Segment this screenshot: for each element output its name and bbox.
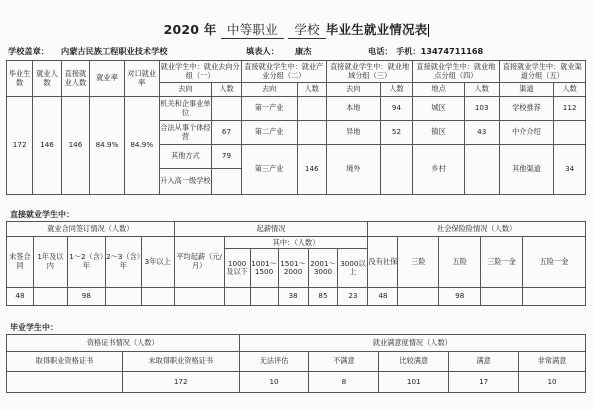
g4-col-people: 人数	[464, 83, 499, 97]
v-i-3[interactable]	[398, 287, 439, 305]
title-level[interactable]: 中等职业	[221, 20, 284, 39]
v-c-3[interactable]	[105, 287, 141, 305]
school-label: 学校盖章：	[8, 46, 49, 56]
g1-title: 就业学生中：就业去向分组（一）	[159, 61, 241, 83]
salary-title: 起薪情况	[174, 222, 368, 237]
g3-row-val[interactable]: 52	[380, 121, 413, 145]
g3-row-val[interactable]: 94	[380, 97, 413, 121]
h-direct: 直接就业人数	[61, 61, 89, 97]
g1-row-val[interactable]	[212, 169, 241, 195]
text-cursor	[428, 24, 429, 37]
h-s4: 2001～3000	[308, 249, 338, 287]
h-sat-na: 无法评估	[239, 352, 309, 372]
g1-row-name: 升入高一级学校	[159, 169, 212, 195]
g1-row-name: 其他方式	[159, 145, 212, 169]
g2-row-val[interactable]	[297, 121, 326, 145]
g5-title: 直接就业学生中：就业渠道分组（五）	[499, 61, 585, 83]
g5-row-val[interactable]: 112	[554, 97, 586, 121]
v-i-5[interactable]: 98	[439, 287, 481, 305]
h-rate: 就业率	[90, 61, 125, 97]
v-i-none[interactable]: 48	[368, 287, 398, 305]
g4-row-val[interactable]: 43	[464, 121, 499, 145]
h-graduates: 毕业生数	[7, 61, 33, 97]
g2-row-name: 第二产业	[241, 121, 297, 145]
g1-row-val[interactable]: 79	[212, 145, 241, 169]
phone-label: 电话：	[368, 46, 393, 56]
cert-title: 资格证书情况（人数）	[7, 335, 240, 352]
v-c-1[interactable]	[33, 287, 67, 305]
v-s2[interactable]	[250, 287, 278, 305]
sat-title: 就业满意度情况（人数）	[239, 335, 585, 352]
g1-row-name: 机关和企事业单位	[159, 97, 212, 121]
h-sat-2: 比较满意	[379, 352, 449, 372]
filler-label: 填表人：	[246, 46, 279, 56]
v-sat-2[interactable]: 101	[379, 372, 449, 393]
h-c-3: 2～3（含）年	[105, 237, 141, 288]
v-c-none[interactable]: 48	[7, 287, 34, 305]
g1-col-people: 人数	[212, 83, 241, 97]
v-s1[interactable]	[224, 287, 250, 305]
v-s4[interactable]: 85	[308, 287, 338, 305]
contract-title: 就业合同签订情况（人数）	[7, 222, 175, 237]
h-sat-3: 满意	[449, 352, 519, 372]
g5-row-val[interactable]: 34	[554, 145, 586, 195]
h-s1: 1000及以下	[224, 249, 250, 287]
v-direct[interactable]: 146	[61, 97, 89, 195]
certificate-satisfaction-table	[6, 334, 586, 393]
h-sat-1: 不满意	[309, 352, 379, 372]
school-name[interactable]: 内蒙古民族工程职业技术学校	[61, 46, 168, 56]
h-i-5g: 五险一金	[523, 237, 586, 288]
g1-row-name: 合法从事个体经营	[159, 121, 212, 145]
h-among: 其中：（人数）	[224, 237, 368, 249]
g2-col-dest: 去向	[241, 83, 297, 97]
g4-title: 直接就业学生中：就业地点分组（四）	[413, 61, 499, 83]
g2-row-val[interactable]: 146	[297, 145, 326, 195]
page-title	[0, 20, 593, 39]
h-c-2: 1～2（含）年	[67, 237, 105, 288]
h-sat-4: 非常满意	[519, 352, 586, 372]
h-avg-salary: 平均起薪（元/月）	[174, 237, 224, 288]
g4-row-name: 镇区	[413, 121, 465, 145]
g2-col-people: 人数	[297, 83, 326, 97]
g5-col-channel: 渠道	[499, 83, 554, 97]
g4-col-area: 地点	[413, 83, 465, 97]
v-sat-3[interactable]: 17	[449, 372, 519, 393]
g3-col-people: 人数	[380, 83, 413, 97]
h-match-rate: 对口就业率	[124, 61, 159, 97]
v-cert-no[interactable]: 172	[122, 372, 239, 393]
g3-title: 直接就业学生中：就业地域分组（三）	[326, 61, 412, 83]
title-rest: 毕业生就业情况表	[325, 22, 428, 37]
v-s5[interactable]: 23	[338, 287, 368, 305]
h-cert-no: 未取得职业资格证书	[122, 352, 239, 372]
v-c-4[interactable]	[141, 287, 174, 305]
g1-row-val[interactable]	[212, 97, 241, 121]
g3-col-dest: 去向	[326, 83, 380, 97]
title-year: 2020 年	[163, 22, 217, 37]
h-employed: 就业人数	[33, 61, 61, 97]
phone-value[interactable]: 手机：13474711168	[396, 46, 484, 56]
g2-title: 直接就业学生中：就业产业分组（二）	[241, 61, 326, 83]
h-s2: 1001～1500	[250, 249, 278, 287]
title-school[interactable]: 学校	[288, 20, 325, 39]
g3-row-name: 本地	[326, 97, 380, 121]
h-i-none: 没有社保	[368, 237, 398, 288]
v-cert-yes[interactable]	[7, 372, 123, 393]
h-i-3: 三险	[398, 237, 439, 288]
v-sat-na[interactable]: 10	[239, 372, 309, 393]
h-c-none: 未签合同	[7, 237, 34, 288]
g1-row-val[interactable]: 67	[212, 121, 241, 145]
v-c-2[interactable]: 98	[67, 287, 105, 305]
h-c-1: 1年及以内	[33, 237, 67, 288]
g4-row-val[interactable]: 103	[464, 97, 499, 121]
g3-row-val[interactable]	[380, 145, 413, 195]
v-sat-4[interactable]: 10	[519, 372, 586, 393]
g3-row-name: 异地	[326, 121, 380, 145]
g5-row-name: 其他渠道	[499, 145, 554, 195]
g1-col-dest: 去向	[159, 83, 212, 97]
contract-salary-insurance-table	[6, 221, 586, 306]
v-i-3g[interactable]	[481, 287, 523, 305]
g4-row-name: 城区	[413, 97, 465, 121]
g3-row-name: 境外	[326, 145, 380, 195]
g4-row-val[interactable]	[464, 145, 499, 195]
filler-name[interactable]: 康杰	[295, 46, 312, 56]
g4-row-name: 乡村	[413, 145, 465, 195]
g5-row-name: 学校推荐	[499, 97, 554, 121]
v-employed[interactable]: 146	[33, 97, 61, 195]
v-s3[interactable]: 38	[278, 287, 308, 305]
g2-row-name: 第三产业	[241, 145, 297, 195]
v-graduates[interactable]: 172	[7, 97, 33, 195]
v-match-rate[interactable]: 84.9%	[124, 97, 159, 195]
insurance-title: 社会保险险情况（人数）	[368, 222, 586, 237]
h-s3: 1501～2000	[278, 249, 308, 287]
h-c-4: 3年以上	[141, 237, 174, 288]
section3-label: 毕业学生中：	[10, 323, 58, 332]
h-i-5: 五险	[439, 237, 481, 288]
h-cert-yes: 取得职业资格证书	[7, 352, 123, 372]
h-s5: 3000以上	[338, 249, 368, 287]
g2-row-name: 第一产业	[241, 97, 297, 121]
g5-col-people: 人数	[554, 83, 586, 97]
g5-row-name: 中介介绍	[499, 121, 554, 145]
g2-row-val[interactable]	[297, 97, 326, 121]
v-avg[interactable]	[174, 287, 224, 305]
v-sat-1[interactable]: 8	[309, 372, 379, 393]
g5-row-val[interactable]	[554, 121, 586, 145]
v-rate[interactable]: 84.9%	[90, 97, 125, 195]
section2-label: 直接就业学生中：	[10, 210, 74, 219]
v-i-5g[interactable]	[523, 287, 586, 305]
h-i-3g: 三险一金	[481, 237, 523, 288]
employment-summary-table	[6, 60, 586, 195]
